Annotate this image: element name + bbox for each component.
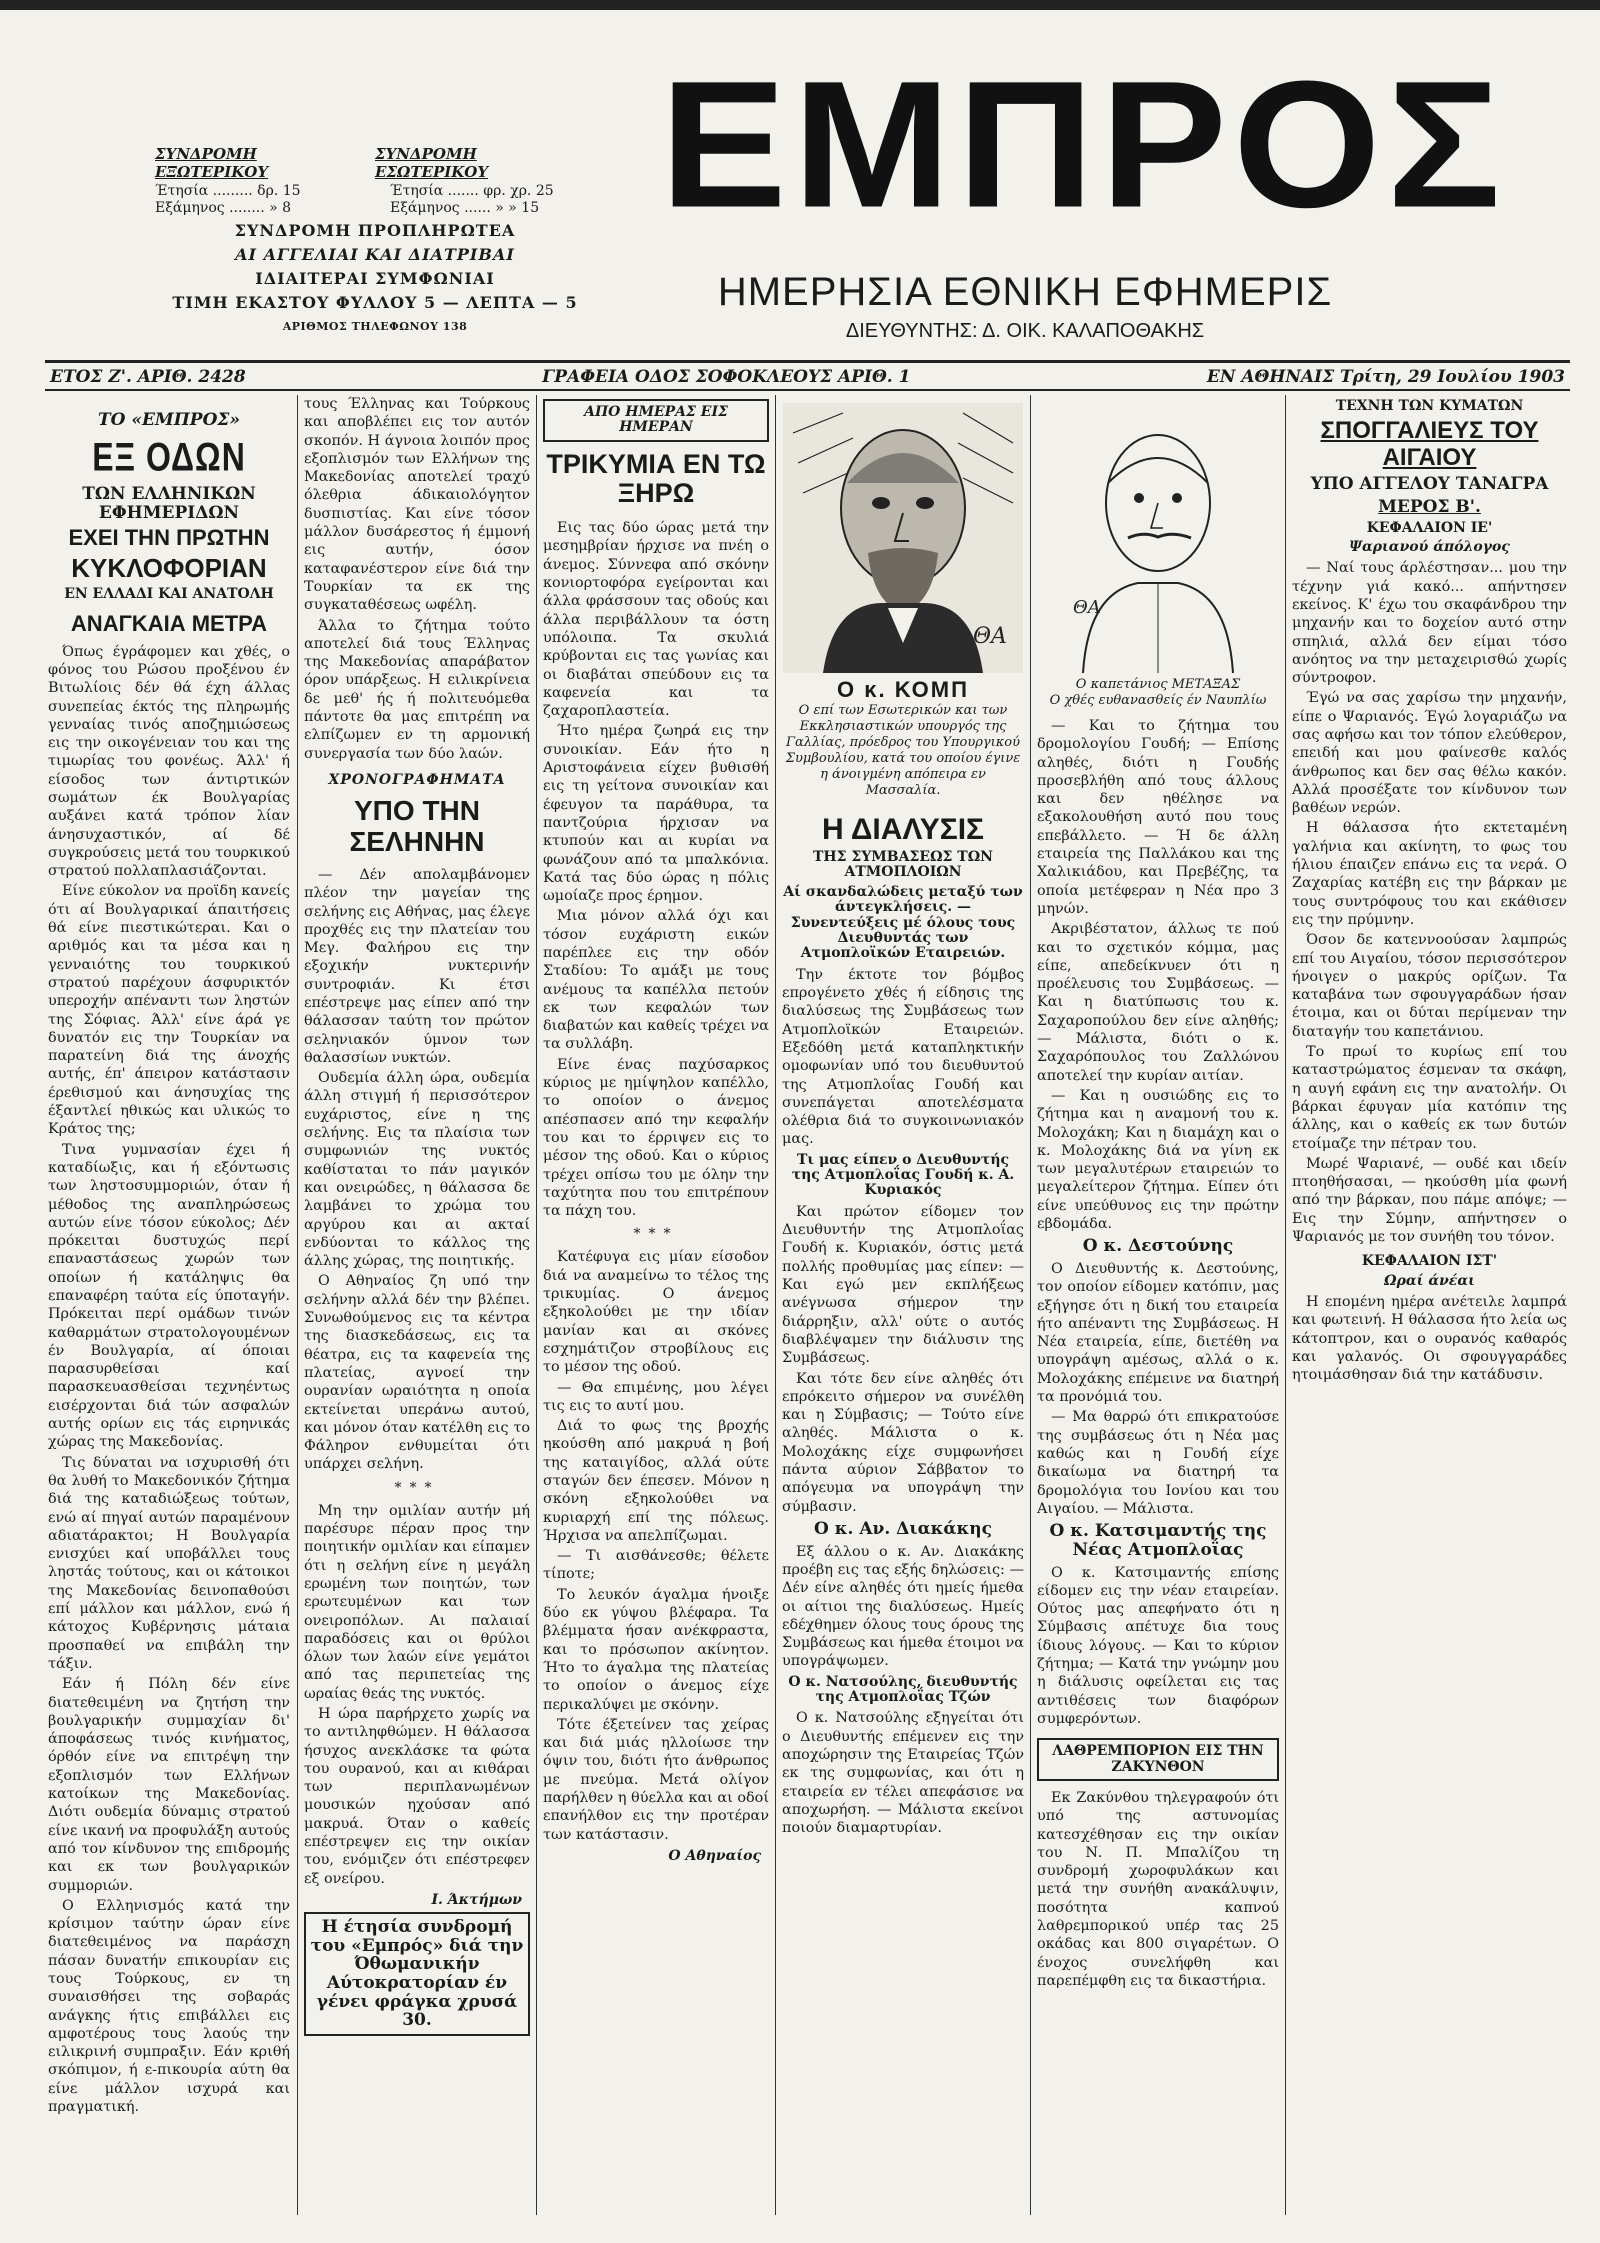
prepaid-line: ΣΥΝΔΡΟΜΗ ΠΡΟΠΛΗΡΩΤΕΑ [234, 221, 516, 240]
newspaper-subtitle: ΗΜΕΡΗΣΙΑ ΕΘΝΙΚΗ ΕΦΗΜΕΡΙΣ [717, 270, 1333, 314]
separator: *** [633, 1226, 679, 1243]
paragraph: Η επομένη ημέρα ανέτειλε λαμπρά και φωτεινή. Η θάλασσα ήτο λεία ως κάτοπτρον, και ο ουρανός καθαρός και γαλανός. Οι σφουγγαράδες ητοιμάσθησαν διά την κατάδυσιν. [1292, 1294, 1567, 1384]
paragraph: τους Έλληνας και Τούρκους και αποβλέπει εις τον αυτόν σκοπόν. Η άγνοια λοιπόν προς εξοπλισμόν των Ελλήνων της Μακεδονίας αποτελεί τραχύ όλεθρια άδικαιολόγητον δυσπιστίας. Και είνε τόσον μάλλον δυσάρεστος ή έμμονή εις αυτήν, όσον καταφανέστερον είνε διά την Τουρκίαν τα εκ της συγκαταθέσεως ωφέλη. [304, 396, 530, 614]
paragraph: Εκ Ζακύνθου τηλεγραφούν ότι υπό της αστυνομίας κατεσχέθησαν εις την οικίαν του Ν. Π. Μπαλίζου τη συνδρομή χωροφυλάκων και μετά την συνήθη ανακάλυψιν, ποσότητα καπνού λαθρεμπορικού υπέρ τας 25 οκάδας και 800 σιγαρέτων. Ο ένοχος συνελήφθη και παρεπέμφθη εις τα δικαστήρια. [1037, 1789, 1279, 1989]
serial-part: ΜΕΡΟΣ Β'. [1378, 496, 1481, 517]
paragraph: Διά το φως της βροχής ηκούσθη από μακρυά η βοή της καταιγίδος, αλλά ούτε σταγών δεν έπεσεν. Μόνον η σκόνη εξηκολούθει να κυριαρχή επί της πόλεως. Ήρχισα να απελπίζωμαι. [543, 1418, 769, 1544]
article-title: Η ΔΙΑΛΥΣΙΣ [821, 813, 985, 846]
svg-text:ΘΑ: ΘΑ [1073, 597, 1101, 618]
office-address: ΓΡΑΦΕΙΑ ΟΔΟΣ ΣΟΦΟΚΛΕΟΥΣ ΑΡΙΘ. 1 [542, 367, 911, 387]
article-title: ΛΑΘΡΕΜΠΟΡΙΟΝ ΕΙΣ ΤΗΝ ΖΑΚΥΝΘΟΝ [1037, 1738, 1279, 1781]
col1-headline-2: ΤΩΝ ΕΛΛΗΝΙΚΩΝ ΕΦΗΜΕΡΙΔΩΝ [82, 483, 256, 523]
paragraph: Τότε έξετείνεν τας χείρας και διά μιάς ηλλοίωσε την όψιν του, διότι ήτο άνθρωπος με πνεύμα. Μετά ολίγον παρήλθεν η θύελλα και αι οδοί επανήλθον εις την προτέραν των κατάστασιν. [543, 1716, 769, 1843]
paragraph: — Δέν απολαμβάνομεν πλέον την μαγείαν της σελήνης εις Αθήνας, μας έλεγε προχθές εις την πλατείαν του Μεγ. Φαλήρου εις την εξοχικήν νυκτερινήν συντροφιάν. Κι έτσι επέστρεψε μας είπεν από την θάλασσαν ταύτη τον πρώτον σεληνιακόν ύμνον των θαλασσίων νυκτών. [304, 866, 530, 1066]
serial-title: ΣΠΟΓΓΑΛΙΕΥΣ ΤΟΥ ΑΙΓΑΙΟΥ [1320, 417, 1539, 471]
paragraph: Ο Ελληνισμός κατά την κρίσιμον ταύτην ώραν είνε διατεθειμένος να παράσχη πάσαν δυνατήν επικουρίαν εις τους Τούρκους, εν τη συναισθήσει της σοβαράς ανάγκης ήτις επιβάλλει εις αμφοτέρους τους λαούς την ειλικρινή συμπραξιν. Εάν κριθή σκόπιμον, ή ε-πικουρία αύτη θα είνε μάλλον ισχυρά και πραγματική. [48, 1897, 290, 2116]
paragraph: Κατέφυγα εις μίαν είσοδον διά να αναμείνω το τέλος της τρικυμίας. Ο άνεμος εξηκολούθει με την ιδίαν μανίαν και αι σκόνες εσχημάτιζον στροβίλους εις το μέσον της οδού. [543, 1249, 769, 1376]
price-line: ΤΙΜΗ ΕΚΑΣΤΟΥ ΦΥΛΛΟΥ 5 — ΛΕΠΤΑ — 5 [172, 293, 578, 312]
paragraph: Τινα γυμνασίαν έχει ή καταδίωξις, και ή εξόντωσις των ληστοσυμμοριών, όταν ή μέθοδος της αναπληρώσεως αυτών είνε τόσον εύκολος; Δέν πρόκειται δυστυχώς περί επαναστάσεως χωρών των οποίων ή κατάληψις θα επαναφέρη ταύτα είς ύποταγήν. Πρόκειται περί ομάδων τινών καθαρμάτων στρατολογουμένων έν Βουλγαρία, αί όποιαι παρασυρθείσαι καί παρασκευασθείσαι τεχνηέντως εισέρχονται διά τών ασφαλών αυτής ορίων εις τάς ειρηνικάς χώρας της Μακεδονίας. [48, 1141, 290, 1451]
paragraph: Εξ άλλου ο κ. Αν. Διακάκης προέβη εις τας εξής δηλώσεις: — Δέν είνε αληθές ότι ημείς ήμεθα οι αίτιοι της διαλύσεως. Ημείς εδέχθημεν όλους τους όρους της Συμβάσεως και ήμεθα έτοιμοι να υπογράψωμεν. [782, 1543, 1024, 1670]
subheading: Τι μας είπεν ο Διευθυντής της Ατμοπλοΐας Γουδή κ. Α. Κυριακός [791, 1151, 1015, 1199]
article-title: ΑΝΑΓΚΑΙΑ ΜΕΤΡΑ [70, 611, 268, 637]
subheading: Ο κ. Νατσούλης, διευθυντής της Ατμοπλοΐας Τζών [788, 1673, 1018, 1706]
ads-line: ΑΙ ΑΓΓΕΛΙΑΙ ΚΑΙ ΔΙΑΤΡΙΒΑΙ [235, 245, 515, 264]
paragraph: — Και το ζήτημα του δρομολογίου Γουδή; — Επίσης αληθές, διότι η Γουδής προσεβλήθη από τους άλλους και δεν ηθέλησε να εξακολουθήση αυτό που τους επεβάλλετο. — Ή δε άλλη εταιρεία της Παλλάκου και της Χαλικιάδου, και Πρεβέζης, τα οποία μετέφεραν η Νέα προ 3 μηνών. [1037, 718, 1279, 917]
subheading: Ο κ. Αν. Διακάκης [814, 1518, 992, 1539]
subscription-notice: Η έτησία συνδρομή του «Εμπρός» διά την Όθωμανικήν Αύτοκρατορίαν έν γένει φράγκα χρυσά 30. [304, 1912, 530, 2036]
paragraph: Η θάλασσα ήτο εκτεταμένη γαλήνια και ακίνητη, το φως του ήλιου έπαιζεν επάνω εις τα νερά. Ο Ζαχαρίας κατέβη εις την βάρκαν με τους συντρόφους του και εκάθισεν εις την πρύμνην. [1292, 820, 1567, 928]
paragraph: — Τι αισθάνεσθε; θέλετε τίποτε; [543, 1548, 769, 1583]
section-kicker: ΑΠΟ ΗΜΕΡΑΣ ΕΙΣ ΗΜΕΡΑΝ [543, 399, 769, 442]
article-title: ΥΠΟ ΤΗΝ ΣΕΛΗΝΗΝ [349, 795, 485, 858]
paragraph: — Και η ουσιώδης εις το ζήτημα και η αναμονή του κ. Μολοχάκη; Και η διαμάχη και ο κ. Μολοχάκης διά να γίνη εκ των μεγαλυτέρων εταιρειών το μεγαλείτερον ζήτημα. Είπεν ότι είνε υπεύθυνος εις την πρώτην εβδομάδα. [1037, 1087, 1279, 1233]
issue-date: ΕΝ ΑΘΗΝΑΙΣ Τρίτη, 29 Ιουλίου 1903 [1206, 367, 1565, 387]
svg-text:ΘΑ: ΘΑ [973, 624, 1007, 649]
sub-external-heading: ΣΥΝΔΡΟΜΗ ΕΞΩΤΕΡΙΚΟΥ [155, 145, 269, 181]
column-rule [536, 395, 537, 2215]
chapter-number: ΚΕΦΑΛΑΙΟΝ ΙΣΤ' [1361, 1253, 1498, 1270]
col1-headline-5: ΕΝ ΕΛΛΑΔΙ ΚΑΙ ΑΝΑΤΟΛΗ [64, 586, 274, 603]
chapter-number: ΚΕΦΑΛΑΙΟΝ ΙΕ' [1366, 519, 1493, 536]
paragraph: Μωρέ Ψαριανέ, — ουδέ και ιδείν πτοηθήσασαι, — ηκούσθη μία φωνή από την βάρκαν, που πάμε απόψε; — Εις την Σύμην, απήντησεν ο Ψαριανός με τον συνήθη του τόνον. [1292, 1155, 1567, 1246]
paragraph: Και τότε δεν είνε αληθές ότι επρόκειτο σήμερον να συνέλθη και η Σύμβασις; — Τούτο είνε αληθές. Μάλιστα ο κ. Μολοχάκης είχε συμφωνήσει πάντα αύριον Σάββατον το απόγευμα να υπογράψη την σύμβασιν. [782, 1370, 1024, 1515]
section-label: ΧΡΟΝΟΓΡΑΦΗΜΑΤΑ [328, 771, 506, 788]
portrait-combes-image [783, 403, 1023, 673]
paragraph: Είνε ένας παχύσαρκος κύριος με ημίψηλον καπέλλο, το οποίον ο άνεμος απέσπασεν από την κεφαλήν του και το έρριψεν εις το μέσον της οδού. Και ο κύριος τρέχει οπίσω του με όλην την ταχύτητα που του επιτρέπουν τα πάχη του. [543, 1056, 769, 1220]
signature: Ο Αθηναίος [668, 1847, 761, 1864]
chapter-title: Ωραί άνέαι [1384, 1272, 1475, 1289]
sub-internal-heading: ΣΥΝΔΡΟΜΗ ΕΣΩΤΕΡΙΚΟΥ [374, 145, 489, 181]
paragraph: Ο κ. Κατσιμαντής επίσης είδομεν εις την νέαν εταιρείαν. Ούτος μας απεφήνατο ότι η Σύμβασις απέτυχε δια τους ίδιους λόγους. — Και το κύριον ζήτημα; — Κατά την γνώμην μου η διάλυσις οφείλεται εις τας αντιθέσεις των διαφόρων συμφερόντων. [1037, 1564, 1279, 1727]
paragraph: Εάν ή Πόλη δέν είνε διατεθειμένη να ζητήση την βουλγαρικήν συμμαχίαν δι' άποφάσεως τινός κινήματος, όρθόν είνε να επιτρέψη την εξοπλισμόν των Ελλήνων κατοίκων της Μακεδονίας. Διότι ουδεμία δύναμις στρατού είνε ικανή να προφυλάξη αυτούς από τον κίνδυνον της επιδρομής και εκ των βουλγαρικών συμμοριών. [48, 1676, 290, 1894]
paragraph: Και πρώτον είδομεν τον Διευθυντήν της Ατμοπλοΐας Γουδή κ. Κυριακόν, όστις μετά πολλής προθυμίας μας είπεν: — Και εγώ μεν εκπλήξεως ανέγνωσα σήμερον την διάρρηξιν, αλλ' ούτε ο αυτός διαβλέψαμεν την διάλυσιν της Συμβάσεως. [782, 1203, 1024, 1367]
paragraph: Εις τας δύο ώρας μετά την μεσημβρίαν ήρχισε να πνέη ο άνεμος. Σύννεφα από σκόνην κονιορτοφόρα εγείρονται και άλλα φράσσουν τας οδούς και άλλα περιβάλλουν τα όστη υπόλοιπα. Τα σκυλιά κρύβονται εις τας γωνίας και οι διαβάται σπεύδουν εις τα καφενεία και τα ζαχαροπλαστεία. [543, 520, 769, 720]
column-4 [782, 395, 1024, 2215]
column-5 [1037, 395, 1279, 2215]
column-rule [1030, 395, 1031, 2215]
signature: Ι. Άκτήμων [431, 1891, 522, 1908]
director-line: ΔΙΕΥΘΥΝΤΗΣ: Δ. ΟΙΚ. ΚΑΛΑΠΟΘΑΚΗΣ [845, 320, 1205, 342]
newspaper-title: ΕΜΠΡΟΣ [660, 44, 1507, 246]
paragraph: Ο Αθηναίος ζη υπό την σελήνην αλλά δέν την βλέπει. Συνωθούμενος εις τα κέντρα της διασκεδάσεως, εις τα θέατρα, εις τα καφενεία της πλατείας, αγνοεί την ουρανίαν ωραιότητα η οποία εκτείνεται υπεράνω αυτού, και μόνον όταν κατέλθη εις το Φάληρον ενθυμείται ότι υπάρχει σελήνη. [304, 1273, 530, 1473]
int-year: Έτησία ....... φρ. χρ. 25 [390, 183, 554, 199]
column-3 [543, 395, 769, 2215]
portrait-combes [783, 403, 1023, 673]
column-rule [1285, 395, 1286, 2215]
dateline-rule [45, 389, 1570, 391]
separator: *** [394, 1479, 440, 1496]
paragraph: Ήτο ημέρα ζωηρά εις την συνοικίαν. Εάν ήτο η Αριστοφάνεια είχεν βυθισθή εις τη γείτονα συνοικίαν και έφευγον τα παράθυρα, τα παντζούρια ήρχισαν να κτυπούν και αι κυρίαι να φωνάζουν από τα μπαλκόνια. Κατά τας δύο ώρας η πόλις ωμοίαζε προς έρημον. [543, 723, 769, 905]
article-deck: Αί σκανδαλώδεις μεταξύ των άντεγκλήσεις. — Συνεντεύξεις μέ όλους τους Διευθυντάς των Ατμοπλοϊκών Εταιρειών. [783, 883, 1023, 962]
portrait-metaxas [1043, 403, 1273, 673]
top-rule [45, 360, 1570, 363]
paragraph: Ουδεμία άλλη ώρα, ουδεμία άλλη στιγμή ή περισσότερον ευχάριστος, είνε η της σελήνης. Εις τα πλαίσια των συμφωνιών της νυκτός καθίσταται το πάν μαγικόν και ονειρώδες, η θάλασσα δε λαμβάνει το χρώμα του αργύρου και αι ακταί ενδύονται το κάλλος της άλλης χώρας, της ποιητικής. [304, 1070, 530, 1270]
paragraph: Το πρωί το κυρίως επί του καταστρώματος έσμεναν τα σκάφη, η αυγή εφάνη εις την ανατολήν. Οι βάρκαι έφυγαν μία κατόπιν της άλλης, και ο καθείς εκ των δυτών ετοίμαζε την πέτραν του. [1292, 1044, 1567, 1152]
paragraph: Είνε εύκολον να προϊδη κανείς ότι αί Βουλγαρικαί άπαιτήσεις θά είνε πιεστικώτεραι. Και ο αριθμός και τα μέσα και η γενναιότης του τουρκικού στρατού παρέχουν άσφυρικτόν υπεροχήν απέναντι των ληστών της Σόφιας. Άλλ' είνε άρά γε δυνατόν εις την Τουρκίαν να παρατείνη διά της άνοχής αυτής, έπ' άπειρον κατάστασιν έρεθισμού και άνησυχίας της έξαντλεί ηθικώς και υλικώς το Κράτος της; [48, 883, 290, 1138]
paragraph: Τις δύναται να ισχυρισθή ότι θα λυθή το Μακεδονικόν ζήτημα διά της καταδιώξεως τούτων, ενώ αί πηγαί αυτών παραμένουν αδιατάρακτοι; Η Βουλγαρία ενισχύει καί υποβάλλει τους ληστάς τούτους, και οι κάτοικοι της Μακεδονίας δεινοπαθούσι επί μάλλον και μάλλον, ενώ ή κάτοχος Κυβέρνησις μάταια προσπαθεί να επιβάλη την τάξιν. [48, 1454, 290, 1672]
section-kicker: ΤΕΧΝΗ ΤΩΝ ΚΥΜΑΤΩΝ [1335, 398, 1524, 414]
paragraph: Όσον δε κατεννοούσαν λαμπρώς επί του Αιγαίου, τόσον περισσότερον ήνοιγεν ο μακρύς ορίζων. Τα καταβάνα των σφουγγαράδων ήσαν έτοιμα, και οι δύται περίμεναν την διαταγήν του καπετάνιου. [1292, 932, 1567, 1040]
article-subtitle: ΤΗΣ ΣΥΜΒΑΣΕΩΣ ΤΩΝ ΑΤΜΟΠΛΟΙΩΝ [813, 849, 993, 881]
paragraph: Το λευκόν άγαλμα ήνοιξε δύο εκ γύψου βλέφαρα. Τα βλέμματα ήσαν ανέκφραστα, και το πρόσωπον ακίνητον. Ήτο το άγαλμα της πλατείας το οποίον ο άνεμος είχε περικαλύψει με σκόνην. [543, 1586, 769, 1713]
col1-headline-4: ΚΥΚΛΟΦΟΡΙΑΝ [71, 553, 267, 584]
portrait-caption: Ο καπετάνιος ΜΕΤΑΞΑΣ Ο χθές ευθανασθείς έν Ναυπλίω [1049, 677, 1267, 708]
article-title: ΤΡΙΚΥΜΙΑ ΕΝ ΤΩ ΞΗΡΩ [546, 448, 766, 509]
column-2 [304, 395, 530, 2215]
special-line: ΙΔΙΑΙΤΕΡΑΙ ΣΥΜΦΩΝΙΑΙ [255, 269, 495, 288]
ext-half: Εξάμηνος ........ » 8 [155, 200, 292, 216]
phone-line: ΑΡΙΘΜΟΣ ΤΗΛΕΦΩΝΟΥ 138 [282, 320, 468, 333]
col1-headline-3: ΕΧΕΙ ΤΗΝ ΠΡΩΤΗΝ [68, 525, 270, 551]
paragraph: Ακριβέστατον, άλλως τε πού και το σχετικόν κόμμα, μας είπε, απεδείκνυεν ότι η προέλευσις του Συμβάσεως. — Και η διατύπωσις του κ. Σαχαροπούλου δεν είνε αληθής; — Μάλιστα, διότι ο κ. Σαχαρόπουλος του Ζαλλώνου αποτελεί την κυρίαν αιτίαν. [1037, 921, 1279, 1084]
ext-year: Έτησία ......... δρ. 15 [155, 183, 301, 199]
dateline [50, 367, 1565, 387]
portrait-metaxas-image [1043, 403, 1273, 673]
chapter-title: Ψαριανού άπόλογος [1349, 538, 1510, 555]
issue-number: ΕΤΟΣ Ζ'. ΑΡΙΘ. 2428 [50, 367, 246, 387]
top-border [0, 0, 1600, 10]
column-1 [48, 395, 290, 2215]
paragraph: Άλλα το ζήτημα τούτο αποτελεί διά τους Έλληνας της Μακεδονίας απαράβατον όρον υπάρξεως. Η ειλικρίνεια δε μεθ' ής ή πολιτευόμεθα πάντοτε θα μας επιτρέπη να ελπίζωμεν εν τη αρμονική συνεργασία των δύο λαών. [304, 617, 530, 762]
col1-headline: ΕΞ ΟΔΩΝ [92, 434, 246, 480]
paragraph: — Ναί τους άρλέστησαν... μου την τέχνην γιά κακό... απήντησεν εκείνος. Κ' έχω του σκαφάνδρου την μηχανήν και το δοχείον αυτό στην σπηλιά, αλλά δεν είμαι τόσο ανόητος να την μεταχειρισθώ χωρίς σύντροφον. [1292, 560, 1567, 687]
int-half: Εξάμηνος ...... » » 15 [390, 200, 540, 216]
col1-kicker: ΤΟ «ΕΜΠΡΟΣ» [97, 410, 241, 430]
paragraph: Μη την ομιλίαν αυτήν μή παρέσυρε πέραν προς την ποιητικήν ομιλίαν και είπαμεν ότι η σελήνη είνε η μεγάλη ερωμένη των ποιητών, των ερωτευμένων και των ονειροπόλων. Αι παλαιαί παραδόσεις και οι θρύλοι όλων των λαών είνε γεμάτοι από τας περιπετείας της ωραίας θεάς της νυκτός. [304, 1502, 530, 1702]
serial-author: ΥΠΟ ΑΓΓΕΛΟΥ ΤΑΝΑΓΡΑ [1310, 474, 1549, 495]
paragraph: Η ώρα παρήρχετο χωρίς να το αντιληφθώμεν. Η θάλασσα ήσυχος ανεκλάσκε τα φώτα του ουρανού, και αι κιθάραι των περιπλανωμένων μουσικών ηχούσαν από μακρυά. Όταν ο καθείς επέστρεψεν εις την οικίαν του, ενόμιζεν ότι επέστρεφεν εξ ονείρου. [304, 1705, 530, 1887]
subscription-box [155, 145, 595, 337]
subheading: Ο κ. Κατσιμαντής της Νέας Ατμοπλοΐας [1049, 1521, 1267, 1560]
column-6 [1292, 395, 1567, 2215]
paragraph: Έγώ να σας χαρίσω την μηχανήν, είπε ο Ψαριανός. Έγώ λογαριάζω να σας αφήσω και τον τόπον ελεύθερον, επειδή και μου φαίνεσθε καλός άνθρωπος και δεν σας θέλω κακόν. Αλλά προσέξατε τον κίνδυνον των βαθέων νερών. [1292, 690, 1567, 817]
column-rule [775, 395, 776, 2215]
paragraph: Μια μόνον αλλά όχι και τόσον ευχάριστη εικών παρέπλεε εις την οδόν Σταδίου: Το αμάξι με τους ανέμους τα καπέλλα πετούν εκ των κεφαλών των διαβατών και καθείς τρέχει να τα συλλάβη. [543, 908, 769, 1053]
portrait-name: Ο κ. ΚΟΜΠ [837, 677, 969, 702]
paragraph: Όπως έγράφομεν και χθές, ο φόνος του Ρώσου προξένου έν Βιτωλίοις δέν θά έχη άλλας συνεπείας έκτός της πληρωμής γενναίας τινός αποζημιώσεως εις την οικογένειαν του και της τιμωρίας του φονέως. Άλλ' ή είσοδος των άντιρτικών σωμάτων έκ Βουλγαρίας αυξάνει κατά τρόπον λίαν άνησυχαστικόν, αί δέ συγκρούσεις μετά του τουρκικού στρατού πολλαπλασιάζονται. [48, 643, 290, 880]
paragraph: — Μα θαρρώ ότι επικρατούσε της συμβάσεως ότι η Νέα μας καθώς και η Γουδή είχε δικαίωμα να διατηρή τα δρομολόγια του Ιονίου και του Αιγαίου. — Μάλιστα. [1037, 1409, 1279, 1517]
paragraph: Ο κ. Νατσούλης εξηγείται ότι ο Διευθυντής επέμενεν εις την αποχώρησιν της Εταιρείας Τζών εκ της συμφωνίας, και ότι η εταιρεία εν τέλει απεφάσισε να αποχωρήση. — Μάλιστα εκείνοι ποιούν διαμαρτυρίαν. [782, 1710, 1024, 1837]
subheading: Ο κ. Δεστούνης [1082, 1236, 1234, 1257]
column-rule [297, 395, 298, 2215]
paragraph: Ο Διευθυντής κ. Δεστούνης, τον οποίον είδομεν κατόπιν, μας εξήγησε ότι η δική του εταιρεία ήτο απέναντι της Συμβάσεως. Η Νέα εταιρεία, είπε, διετέθη να υπογράψη αμέσως, αλλά ο κ. Μολοχάκης επέμεινε να διατηρή τα προνόμιά του. [1037, 1261, 1279, 1406]
paragraph: Την έκτοτε τον βόμβος επρογένετο χθές ή είδησις της διαλύσεως της Συμβάσεως των Ατμοπλοϊκών Εταιρειών. Εξεδόθη μετά καταπληκτικήν ομοφωνίαν υπό του διευθυντού της Ατμοπλοΐας Γουδή και συνεπάγεται αποτελέσματα ολέθρια διά το συγκοινωνιακόν μας. [782, 966, 1024, 1148]
portrait-caption: Ο επί των Εσωτερικών και των Εκκλησιαστικών υπουργός της Γαλλίας, πρόεδρος του Υπουργικού Συμβουλίου, κατά του οποίου έγινε η άνοιγμένη απόπειρα εν Μασσαλία. [785, 703, 1021, 798]
paragraph: — Θα επιμένης, μου λέγει τις εις το αυτί μου. [543, 1379, 769, 1414]
